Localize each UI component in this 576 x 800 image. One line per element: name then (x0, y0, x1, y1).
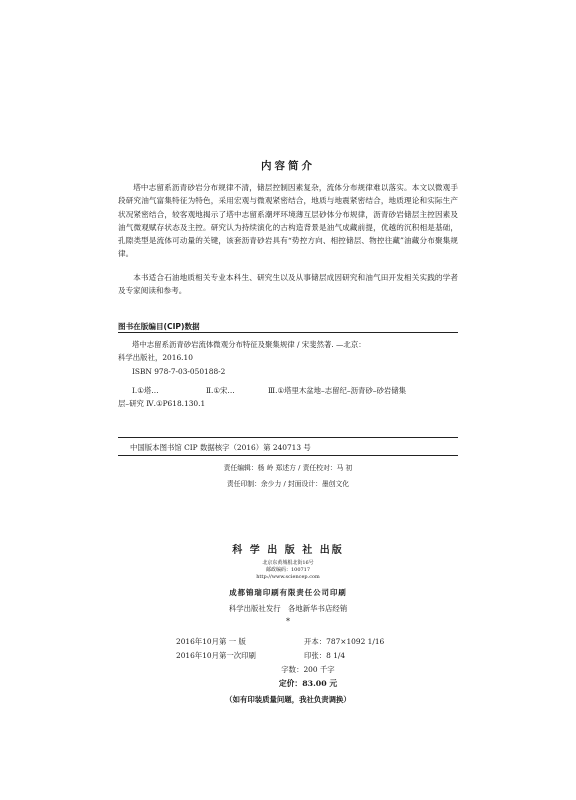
page-format: 开本：787×1092 1/16 (304, 637, 385, 646)
publisher-address: 北京东黄城根北街16号 (262, 560, 314, 566)
cip-class-2: Ⅱ.①宋… (206, 385, 235, 395)
cip-classification-row-2: 层–研究 Ⅳ.①P618.130.1 (118, 399, 206, 409)
divider (118, 437, 458, 438)
intro-paragraph-2: 本书适合石油地质相关专业本科生、研究生以及从事储层成因研究和油气田开发相关实践的学者及专家阅读和参考。 (118, 273, 458, 296)
cip-isbn: ISBN 978-7-03-050188-2 (132, 366, 226, 376)
intro-paragraph-1: 塔中志留系沥青砂岩分布规律不清，储层控制因素复杂，流体分布规律难以落实。本文以微观手段研究油气富集特征为特色，采用宏观与微观紧密结合，地质与地震紧密结合，地质理论和实际生产状况紧密结合，较客观地揭示了塔中志留系潮坪环境薄互层砂体分布规律，沥青砂岩储层主控因素及油气微观赋存状态及主控。研究认为持续演化的古构造背景是油气成藏前提，优越的沉积相是基础，孔隙类型是流体可动量的关键，该套沥青砂岩具有“势控方向、相控储层、物控往藏”油藏分布聚集规律。 (118, 183, 458, 259)
edition-date: 2016年10月第 一 版 (176, 637, 246, 646)
cip-title-line: 塔中志留系沥青砂岩流体微观分布特征及聚集规律 / 宋斐然著. —北京： (132, 340, 366, 349)
cip-classification-row (118, 384, 458, 397)
cip-record-number: 中国版本图书馆 CIP 数据核字（2016）第 240713 号 (130, 443, 311, 452)
edition-row (176, 636, 416, 647)
cip-class-3: Ⅲ.①塔里木盆地–志留纪–沥青砂–砂岩储集 (268, 385, 407, 395)
cip-heading: 图书在版编目(CIP)数据 (118, 322, 200, 331)
divider (118, 332, 458, 333)
printer-name: 成都锦瑞印刷有限责任公司印刷 (229, 588, 347, 597)
price: 定价：83.00 元 (278, 679, 338, 688)
word-count: 字数：200 千字 (281, 665, 335, 674)
divider (118, 455, 458, 456)
printing-row (176, 650, 416, 661)
quality-notice: （如有印装质量问题，我社负责调换） (225, 695, 351, 704)
cip-class-1: Ⅰ.①塔… (132, 385, 159, 395)
cip-block (118, 338, 458, 410)
distributor: 科学出版社发行 各地新华书店经销 (228, 604, 348, 613)
production-credits: 责任印制：余少力 / 封面设计：墨创文化 (226, 480, 350, 488)
publisher-name: 科 学 出 版 社 出版 (232, 545, 344, 556)
cip-publisher-line: 科学出版社，2016.10 (118, 353, 193, 363)
editor-credits: 责任编辑：杨 岭 郑述方 / 责任校对：马 初 (223, 464, 353, 472)
publisher-postcode: 邮政编码：100717 (265, 567, 311, 573)
printed-sheets: 印张：8 1/4 (304, 651, 346, 660)
publisher-url: http://www.sciencep.com (256, 574, 320, 580)
printing-date: 2016年10月第一次印刷 (176, 651, 256, 660)
separator-star: * (286, 617, 290, 626)
page-title: 内容简介 (261, 160, 315, 172)
